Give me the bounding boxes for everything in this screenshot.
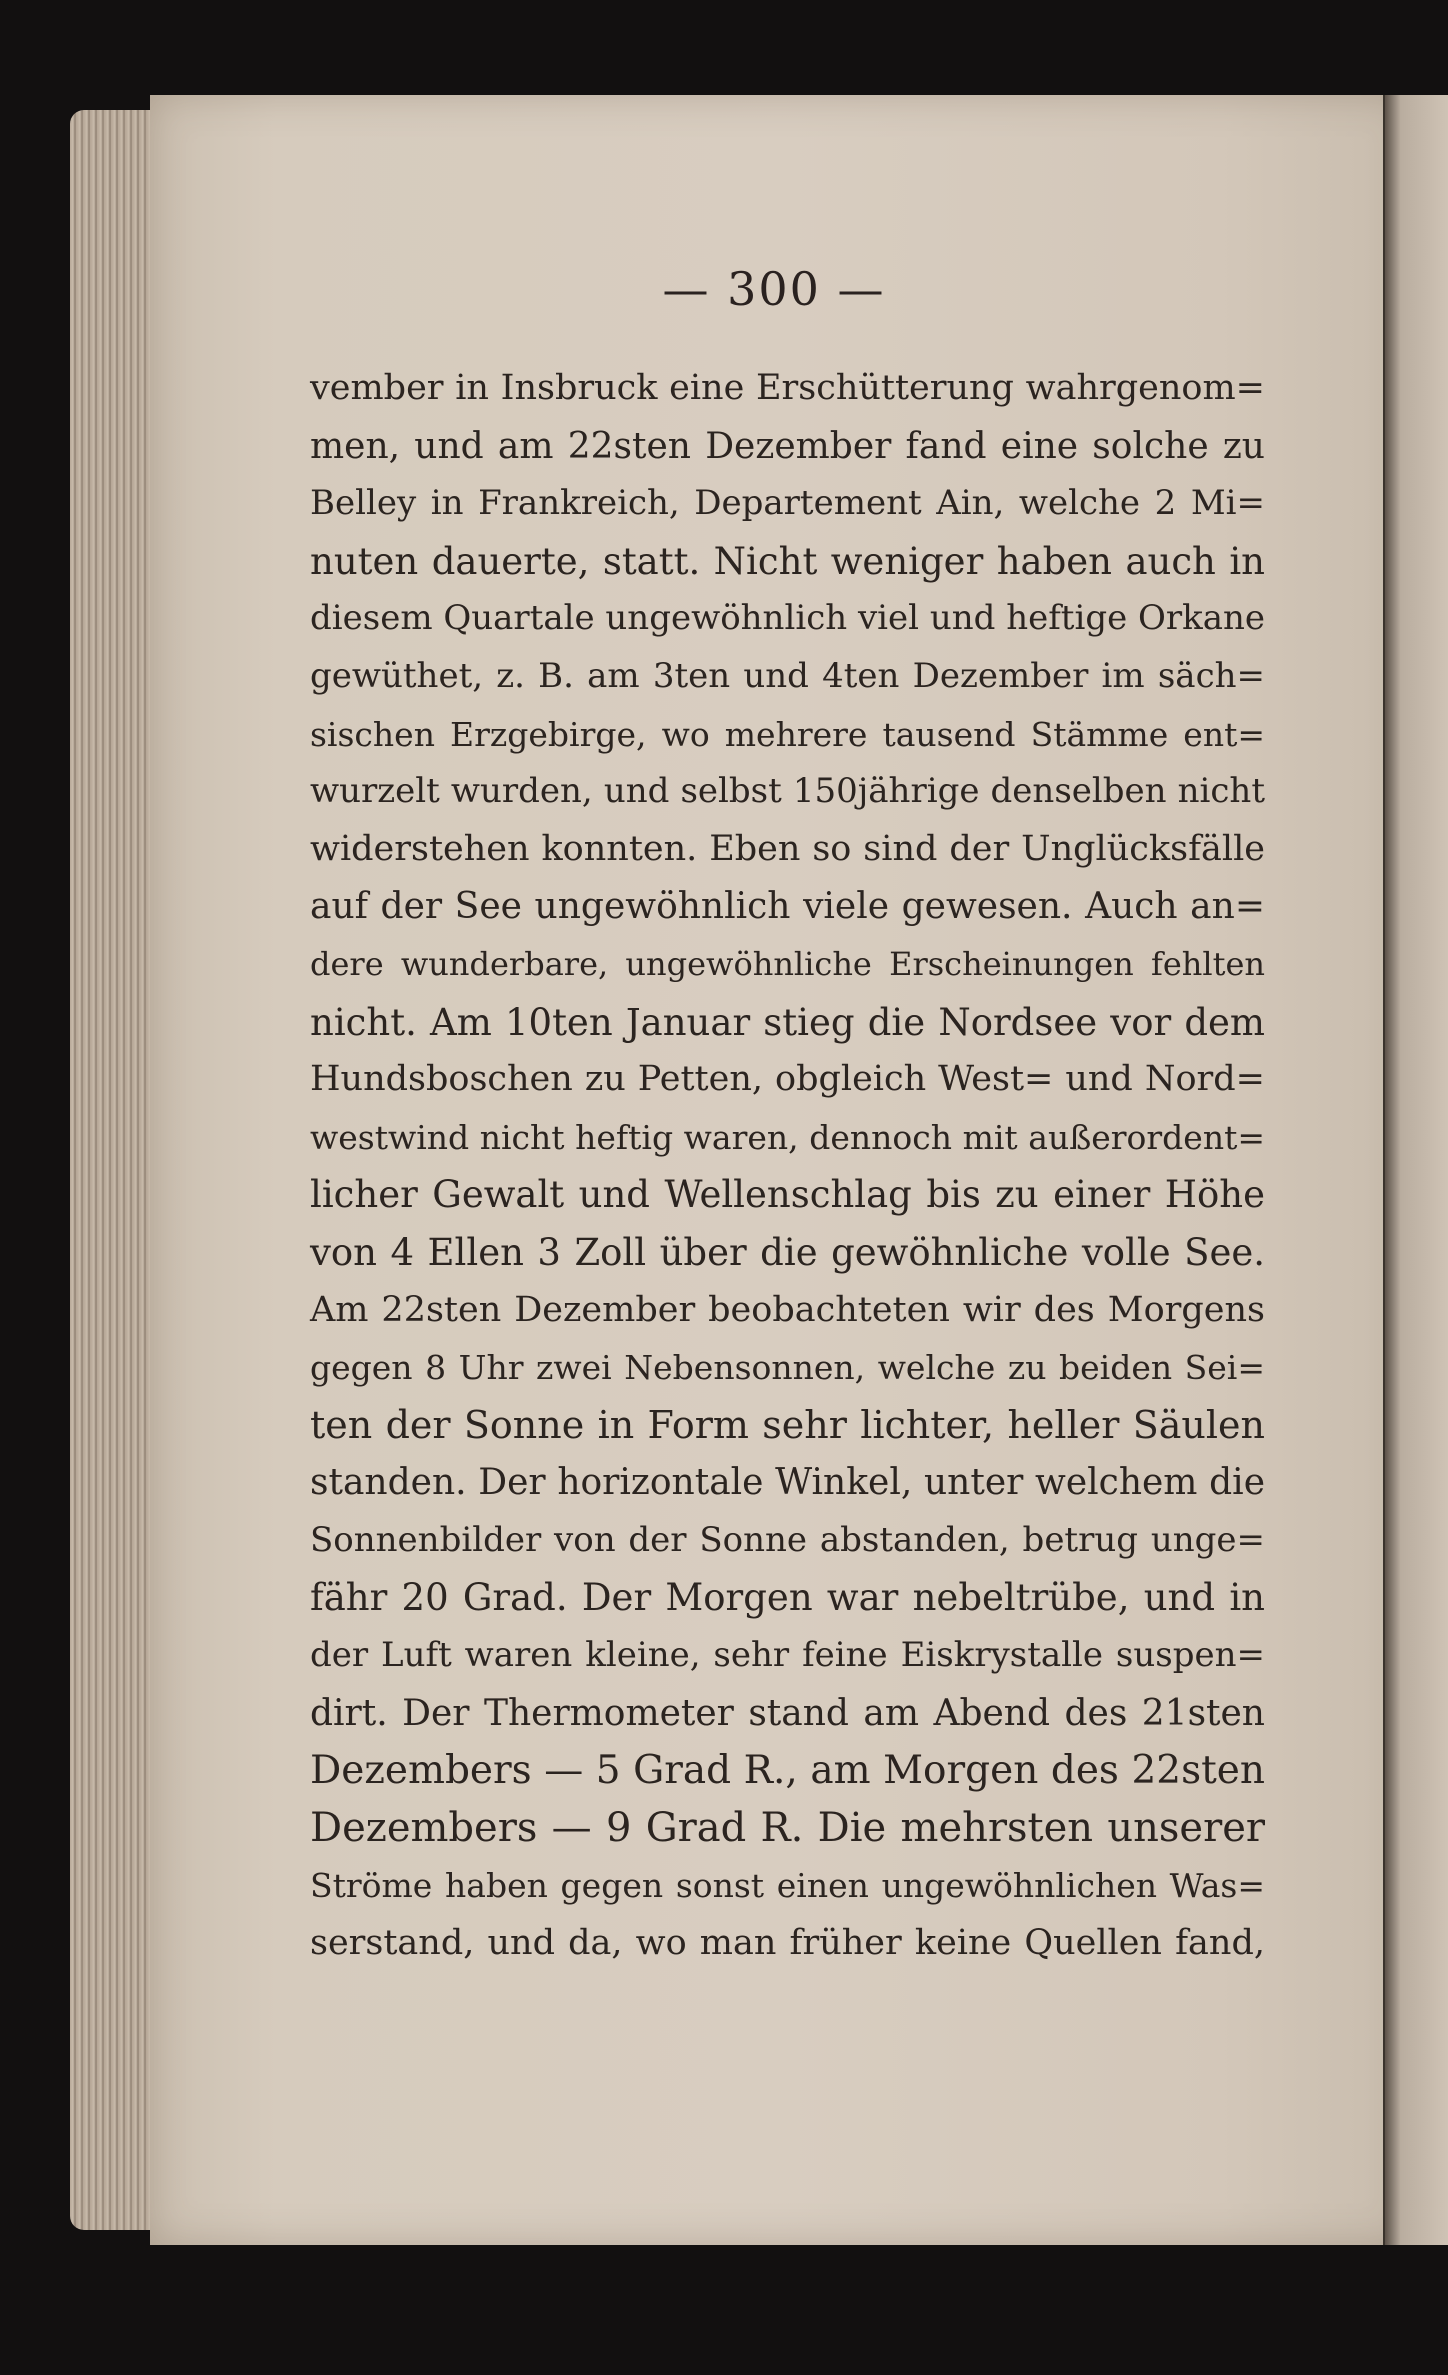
text-line: widerstehen konnten. Eben so sind der Unglücksfälle — [310, 828, 1265, 869]
text-line: Ströme haben gegen sonst einen ungewöhnlichen Was= — [310, 1866, 1265, 1906]
text-line: Belley in Frankreich, Departement Ain, welche 2 Mi= — [310, 483, 1265, 524]
text-line: Hundsboschen zu Petten, obgleich West= und Nord= — [310, 1059, 1265, 1100]
text-line: dere wunderbare, ungewöhnliche Erscheinungen fehlten — [310, 944, 1265, 983]
text-line: wurzelt wurden, und selbst 150jährige denselben nicht — [310, 771, 1265, 812]
text-line: diesem Quartale ungewöhnlich viel und heftige Orkane — [310, 598, 1266, 639]
page-number: — 300 — — [662, 262, 886, 316]
text-line: men, und am 22sten Dezember fand eine solche zu — [310, 425, 1265, 467]
text-line: der Luft waren kleine, sehr feine Eiskrystalle suspen= — [310, 1635, 1265, 1676]
text-line: sischen Erzgebirge, wo mehrere tausend Stämme ent= — [310, 714, 1265, 754]
text-line: Dezembers — 5 Grad R., am Morgen des 22sten — [310, 1748, 1265, 1794]
text-line: gewüthet, z. B. am 3ten und 4ten Dezember im säch= — [310, 655, 1265, 696]
text-line: Dezembers — 9 Grad R. Die mehrsten unserer — [310, 1804, 1265, 1851]
text-line: standen. Der horizontale Winkel, unter welchem die — [310, 1462, 1265, 1504]
text-line: fähr 20 Grad. Der Morgen war nebeltrübe, und in — [310, 1576, 1265, 1620]
text-line: nicht. Am 10ten Januar stieg die Nordsee vor dem — [310, 1000, 1265, 1044]
text-line: serstand, und da, wo man früher keine Quellen fand, — [310, 1923, 1265, 1964]
text-line: vember in Insbruck eine Erschütterung wahrgenom= — [310, 368, 1265, 408]
body-text — [310, 360, 1265, 1973]
text-line: licher Gewalt und Wellenschlag bis zu einer Höhe — [310, 1173, 1265, 1217]
text-line: ten der Sonne in Form sehr lichter, heller Säulen — [310, 1402, 1265, 1447]
text-line: von 4 Ellen 3 Zoll über die gewöhnliche volle See. — [310, 1230, 1265, 1274]
facing-page-edge — [1385, 95, 1448, 2245]
text-line: westwind nicht heftig waren, dennoch mit außerordent= — [310, 1117, 1265, 1157]
text-line: Sonnenbilder von der Sonne abstanden, betrug unge= — [310, 1519, 1265, 1560]
text-line: nuten dauerte, statt. Nicht weniger haben auch in — [310, 539, 1265, 583]
text-line: gegen 8 Uhr zwei Nebensonnen, welche zu beiden Sei= — [310, 1348, 1265, 1388]
text-line: auf der See ungewöhnlich viele gewesen. Auch an= — [310, 886, 1265, 928]
text-line: dirt. Der Thermometer stand am Abend des 21sten — [310, 1692, 1265, 1734]
text-line: Am 22sten Dezember beobachteten wir des Morgens — [310, 1289, 1265, 1330]
